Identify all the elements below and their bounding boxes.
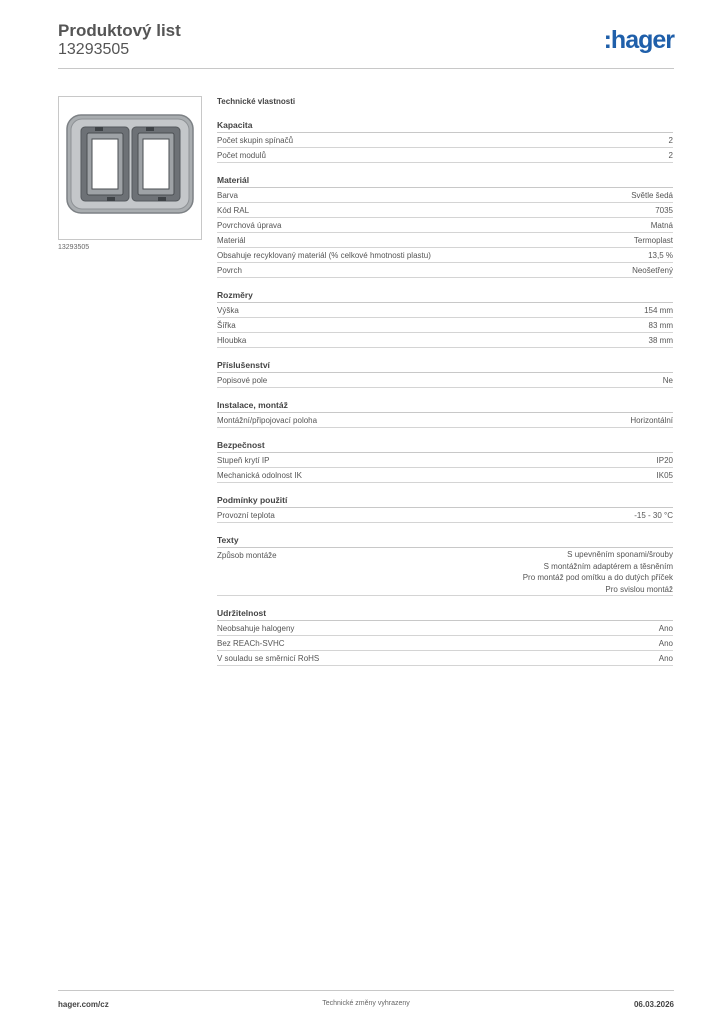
property-label: Stupeň krytí IP	[217, 456, 270, 465]
property-row	[217, 133, 673, 148]
property-label: Obsahuje recyklovaný materiál (% celkové hmotnosti plastu)	[217, 251, 431, 260]
property-value: Ne	[662, 376, 673, 385]
page-footer	[58, 990, 674, 1015]
property-label: Materiál	[217, 236, 246, 245]
property-value: Termoplast	[633, 236, 673, 245]
property-value: -15 - 30 °C	[634, 511, 673, 520]
technical-properties	[217, 96, 673, 666]
property-row	[217, 621, 673, 636]
property-row	[217, 263, 673, 278]
property-value: Ano	[658, 639, 673, 648]
property-value: Ano	[658, 624, 673, 633]
footer-website: hager.com/cz	[58, 1000, 109, 1009]
main-heading: Technické vlastnosti	[217, 97, 296, 106]
property-label: Barva	[217, 191, 238, 200]
page-title: Produktový list	[58, 21, 181, 40]
section-title: Kapacita	[217, 119, 673, 133]
section	[217, 534, 673, 596]
property-row	[217, 248, 673, 263]
property-value-line: Pro montáž pod omítku a do dutých příček	[522, 573, 673, 582]
property-label: Montážní/připojovací poloha	[217, 416, 318, 425]
property-label: Počet modulů	[217, 151, 266, 160]
section-title: Podmínky použití	[217, 494, 673, 508]
property-row	[217, 636, 673, 651]
property-row	[217, 333, 673, 348]
property-label: Neobsahuje halogeny	[217, 624, 295, 633]
property-value: Matná	[650, 221, 673, 230]
section	[217, 399, 673, 428]
section-title: Bezpečnost	[217, 439, 673, 453]
property-label: Bez REACh-SVHC	[217, 639, 285, 648]
property-label: Hloubka	[217, 336, 247, 345]
property-value: 2	[668, 136, 673, 145]
section-title: Rozměry	[217, 289, 673, 303]
image-caption: 13293505	[58, 244, 90, 251]
property-row	[217, 548, 673, 596]
property-row	[217, 188, 673, 203]
section-title: Instalace, montáž	[217, 399, 673, 413]
property-label: Popisové pole	[217, 376, 268, 385]
property-value: Světle šedá	[631, 191, 673, 200]
section	[217, 359, 673, 388]
property-value: 2	[668, 151, 673, 160]
property-value: 13,5 %	[648, 251, 673, 260]
property-row	[217, 218, 673, 233]
property-value: 38 mm	[648, 336, 673, 345]
section	[217, 289, 673, 348]
property-value: 154 mm	[644, 306, 673, 315]
section-title: Udržitelnost	[217, 607, 673, 621]
section	[217, 607, 673, 666]
property-row	[217, 303, 673, 318]
product-number: 13293505	[58, 41, 130, 58]
section	[217, 119, 673, 163]
property-label: Šířka	[217, 321, 236, 330]
property-label: Výška	[217, 306, 239, 315]
property-value: Ano	[658, 654, 673, 663]
property-label: Kód RAL	[217, 206, 250, 215]
property-label: Povrchová úprava	[217, 221, 282, 230]
property-label: Způsob montáže	[217, 551, 277, 560]
property-value-line: Pro svislou montáž	[605, 584, 673, 594]
section-title: Příslušenství	[217, 359, 673, 373]
property-row	[217, 373, 673, 388]
property-value-line: S montážním adaptérem a těsněním	[543, 561, 673, 571]
sections-container	[217, 119, 673, 666]
property-value: IK05	[656, 471, 673, 480]
page-header	[58, 20, 674, 69]
property-row	[217, 468, 673, 483]
product-image-drawing	[59, 97, 201, 239]
section	[217, 439, 673, 483]
property-row	[217, 318, 673, 333]
hager-logo: :hager	[603, 26, 674, 54]
property-row	[217, 203, 673, 218]
section-title: Materiál	[217, 174, 673, 188]
property-value: 7035	[655, 206, 673, 215]
section	[217, 494, 673, 523]
property-row	[217, 508, 673, 523]
property-row	[217, 148, 673, 163]
property-value: IP20	[656, 456, 673, 465]
property-value: 83 mm	[648, 321, 673, 330]
property-label: Počet skupin spínačů	[217, 136, 294, 145]
property-value	[513, 549, 673, 595]
property-row	[217, 453, 673, 468]
property-row	[217, 233, 673, 248]
property-row	[217, 413, 673, 428]
property-value: Horizontální	[630, 416, 673, 425]
product-image	[58, 96, 202, 240]
property-label: V souladu se směrnicí RoHS	[217, 654, 320, 663]
property-value-line: S upevněním sponami/šrouby	[567, 550, 673, 559]
footer-date: 06.03.2026	[633, 1000, 674, 1009]
property-label: Mechanická odolnost IK	[217, 471, 302, 480]
property-value: Neošetřený	[632, 266, 673, 275]
property-label: Provozní teplota	[217, 511, 275, 520]
section	[217, 174, 673, 278]
property-row	[217, 651, 673, 666]
section-title: Texty	[217, 534, 673, 548]
footer-note: Technické změny vyhrazeny	[322, 1000, 410, 1007]
property-label: Povrch	[217, 266, 242, 275]
